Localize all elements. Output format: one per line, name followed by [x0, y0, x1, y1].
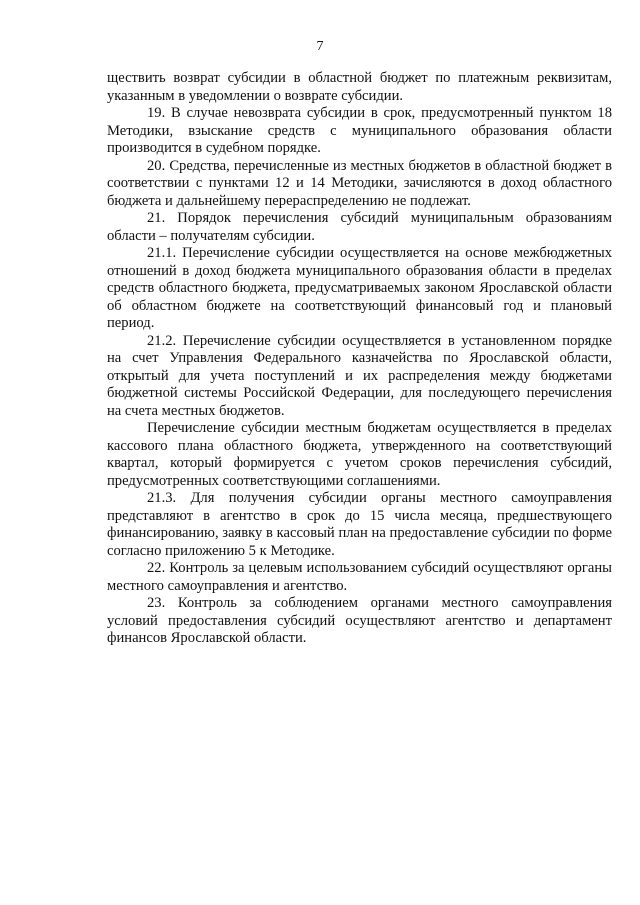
- paragraph-item-21: 21. Порядок перечисления субсидий муниципальным образованиям области – получателям субсидии.: [107, 210, 612, 244]
- paragraph-item-21-2: 21.2. Перечисление субсидии осуществляется в установленном порядке на счет Управления Федерального казначейства по Ярославской области, открытый для учета поступлений и их распределения между бюджетами бюджетной системы Российской Федерации, для последующего перечисления на счета местных бюджетов.: [107, 332, 612, 419]
- document-body: [107, 70, 612, 648]
- paragraph-item-22: 22. Контроль за целевым использованием субсидий осуществляют органы местного самоуправления и агентство.: [107, 560, 612, 594]
- page-number: 7: [316, 39, 324, 54]
- paragraph-item-23: 23. Контроль за соблюдением органами местного самоуправления условий предоставления субсидий осуществляют агентство и департамент финансов Ярославской области.: [107, 595, 612, 646]
- paragraph-item-21-1: 21.1. Перечисление субсидии осуществляется на основе межбюджетных отношений в доход бюджета муниципального образования области в пределах средств областного бюджета, предусматриваемых законом Ярославской области об областном бюджете на соответствующий финансовый год и плановый период.: [107, 245, 612, 331]
- paragraph-item-19: 19. В случае невозврата субсидии в срок, предусмотренный пунктом 18 Методики, взыскание средств с муниципального образования области производится в судебном порядке.: [107, 105, 612, 156]
- paragraph-item-20: 20. Средства, перечисленные из местных бюджетов в областной бюджет в соответствии с пунктами 12 и 14 Методики, зачисляются в доход областного бюджета и дальнейшему перераспределению не подлежат.: [107, 157, 612, 209]
- paragraph-continuation: ществить возврат субсидии в областной бюджет по платежным реквизитам, указанным в уведомлении о возврате субсидии.: [107, 70, 612, 104]
- paragraph-item-21-3: 21.3. Для получения субсидии органы местного самоуправления представляют в агентство в срок до 15 числа месяца, предшествующего финансированию, заявку в кассовый план на предоставление субсидии по форме согласно приложению 5 к Методике.: [107, 490, 612, 559]
- paragraph-transfer-limits: Перечисление субсидии местным бюджетам осуществляется в пределах кассового плана областного бюджета, утвержденного на соответствующий квартал, который формируется с учетом сроков перечисления субсидий, предусмотренных соответствующими соглашениями.: [107, 420, 612, 489]
